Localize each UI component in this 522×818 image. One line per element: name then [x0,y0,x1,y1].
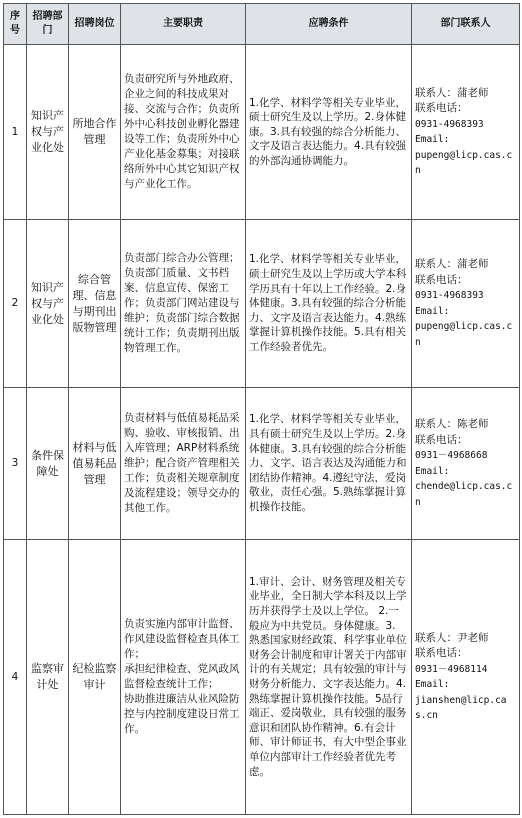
recruitment-table [3,3,520,815]
dept-cell: 监察审计处 [27,540,69,815]
header-duty: 主要职责 [121,4,246,45]
duty-line: 协助推进廉洁从业风险防控与内控制度建设日常工作。 [124,693,240,735]
contact-email-link[interactable]: chende@licp.cas.cn [415,481,513,508]
row-number: 1 [4,45,27,220]
table-row [4,388,520,540]
contact-phone: 0931-4968393 [415,290,484,301]
contact-person: 联系人：尹老师 [415,631,489,644]
contact-email-label: Email: [415,679,450,690]
header-requirements: 应聘条件 [246,4,412,45]
dept-cell: 知识产权与产业化处 [27,220,69,388]
contact-phone-label: 联系电话： [415,273,468,286]
contact-email-link[interactable]: jianshen@licp.cas.cn [415,694,507,721]
table-header-row [4,4,520,45]
contact-person: 联系人：蒲老师 [415,86,489,99]
contact-person: 联系人：陈老师 [415,418,489,430]
contact-phone-label: 联系电话： [415,102,468,114]
contact-email-label: Email: [415,465,450,477]
contact-email-link[interactable]: pupeng@licp.cas.cn [415,149,513,176]
duty-cell: 负责研究所与外地政府、企业之间的科技成果对接、交流与合作；负责所外中心科技创业孵化器建设等工作；负责所外中心产业化基金募集；对接联络所外中心其它知识产权与产业化工作。 [121,45,246,220]
requirements-cell: 1.化学、材料学等相关专业毕业，硕士研究生及以上学历或大学本科学历具有十年以上工作经验。2.身体健康。3.具有较强的综合分析能力、文字及语言表达能力。4.熟练掌握计算机操作技能。5.具有相关工作经验者优先。 [246,220,412,388]
table-row [4,45,520,220]
post-cell: 综合管理、信息与期刊出版物管理 [69,220,121,388]
requirements-cell: 1.化学、材料学等相关专业毕业，硕士研究生及以上学历。2.身体健康。3.具有较强的综合分析能力、文字及语言表达能力。4.具有较强的外部沟通协调能力。 [246,45,412,220]
header-no: 序号 [4,4,27,45]
contact-email-label: Email: [415,134,450,145]
duty-line: 承担纪律检查、党风政风监督检查统计工作； [124,663,240,690]
contact-email-link[interactable]: pupeng@licp.cas.cn [415,321,513,348]
contact-email-label: Email: [415,305,450,317]
row-number: 4 [4,540,27,815]
duty-cell [121,540,246,815]
header-dept: 招聘部门 [27,4,69,45]
contact-cell [412,45,520,220]
requirements-cell: 1.化学、材料学等相关专业毕业，具有硕士研究生及以上学历。2.身体健康。3.具有较强的综合分析能力、文字、语言表达及沟通能力和团结协作精神。4.遵纪守法，爱岗敬业，责任心强。5.熟练掌握计算机操作技能。 [246,388,412,540]
duty-cell: 负责部门综合办公管理；负责部门质量、文书档案、信息宣传、保密工作；负责部门网站建设与维护；负责部门综合数据统计工作；负责期刊出版物管理工作。 [121,220,246,388]
contact-phone: 0931－4968114 [415,663,488,675]
post-cell: 纪检监察审计 [69,540,121,815]
table-row [4,220,520,388]
header-post: 招聘岗位 [69,4,121,45]
contact-cell [412,388,520,540]
contact-cell [412,220,520,388]
row-number: 2 [4,220,27,388]
dept-cell: 知识产权与产业化处 [27,45,69,220]
contact-cell [412,540,520,815]
header-contact: 部门联系人 [412,4,520,45]
contact-phone: 0931-4968393 [415,118,484,130]
requirements-cell: 1.审计、会计、财务管理及相关专业毕业，全日制大学本科及以上学历并获得学士及以上学位。 2.一般应为中共党员。身体健康。3. 熟悉国家财经政策、科学事业单位财务会计制度和审计署关于内部审计的有关规定；具有较强的审计与财务分析能力、文字表达能力。4.熟练掌握计算机操作技能。5品行端正、爱岗敬业，具有较强的服务意识和团队协作精神。6.有会计师、审计师证书，有大中型企事业单位内部审计工作经验者优先考虑。 [246,540,412,815]
contact-phone-label: 联系电话： [415,647,468,659]
post-cell: 材料与低值易耗品管理 [69,388,121,540]
contact-phone: 0931－4968668 [415,450,488,461]
duty-line: 负责实施内部审计监督、作风建设监督检查具体工作； [124,618,240,660]
dept-cell: 条件保障处 [27,388,69,540]
duty-cell: 负责材料与低值易耗品采购、验收、审核报销、出入库管理；ARP材料系统维护；配合资产管理相关工作；负责相关规章制度及流程建设；领导交办的其他工作。 [121,388,246,540]
table-row [4,540,520,815]
row-number: 3 [4,388,27,540]
contact-person: 联系人：蒲老师 [415,258,489,270]
post-cell: 所地合作管理 [69,45,121,220]
contact-phone-label: 联系电话： [415,433,468,446]
